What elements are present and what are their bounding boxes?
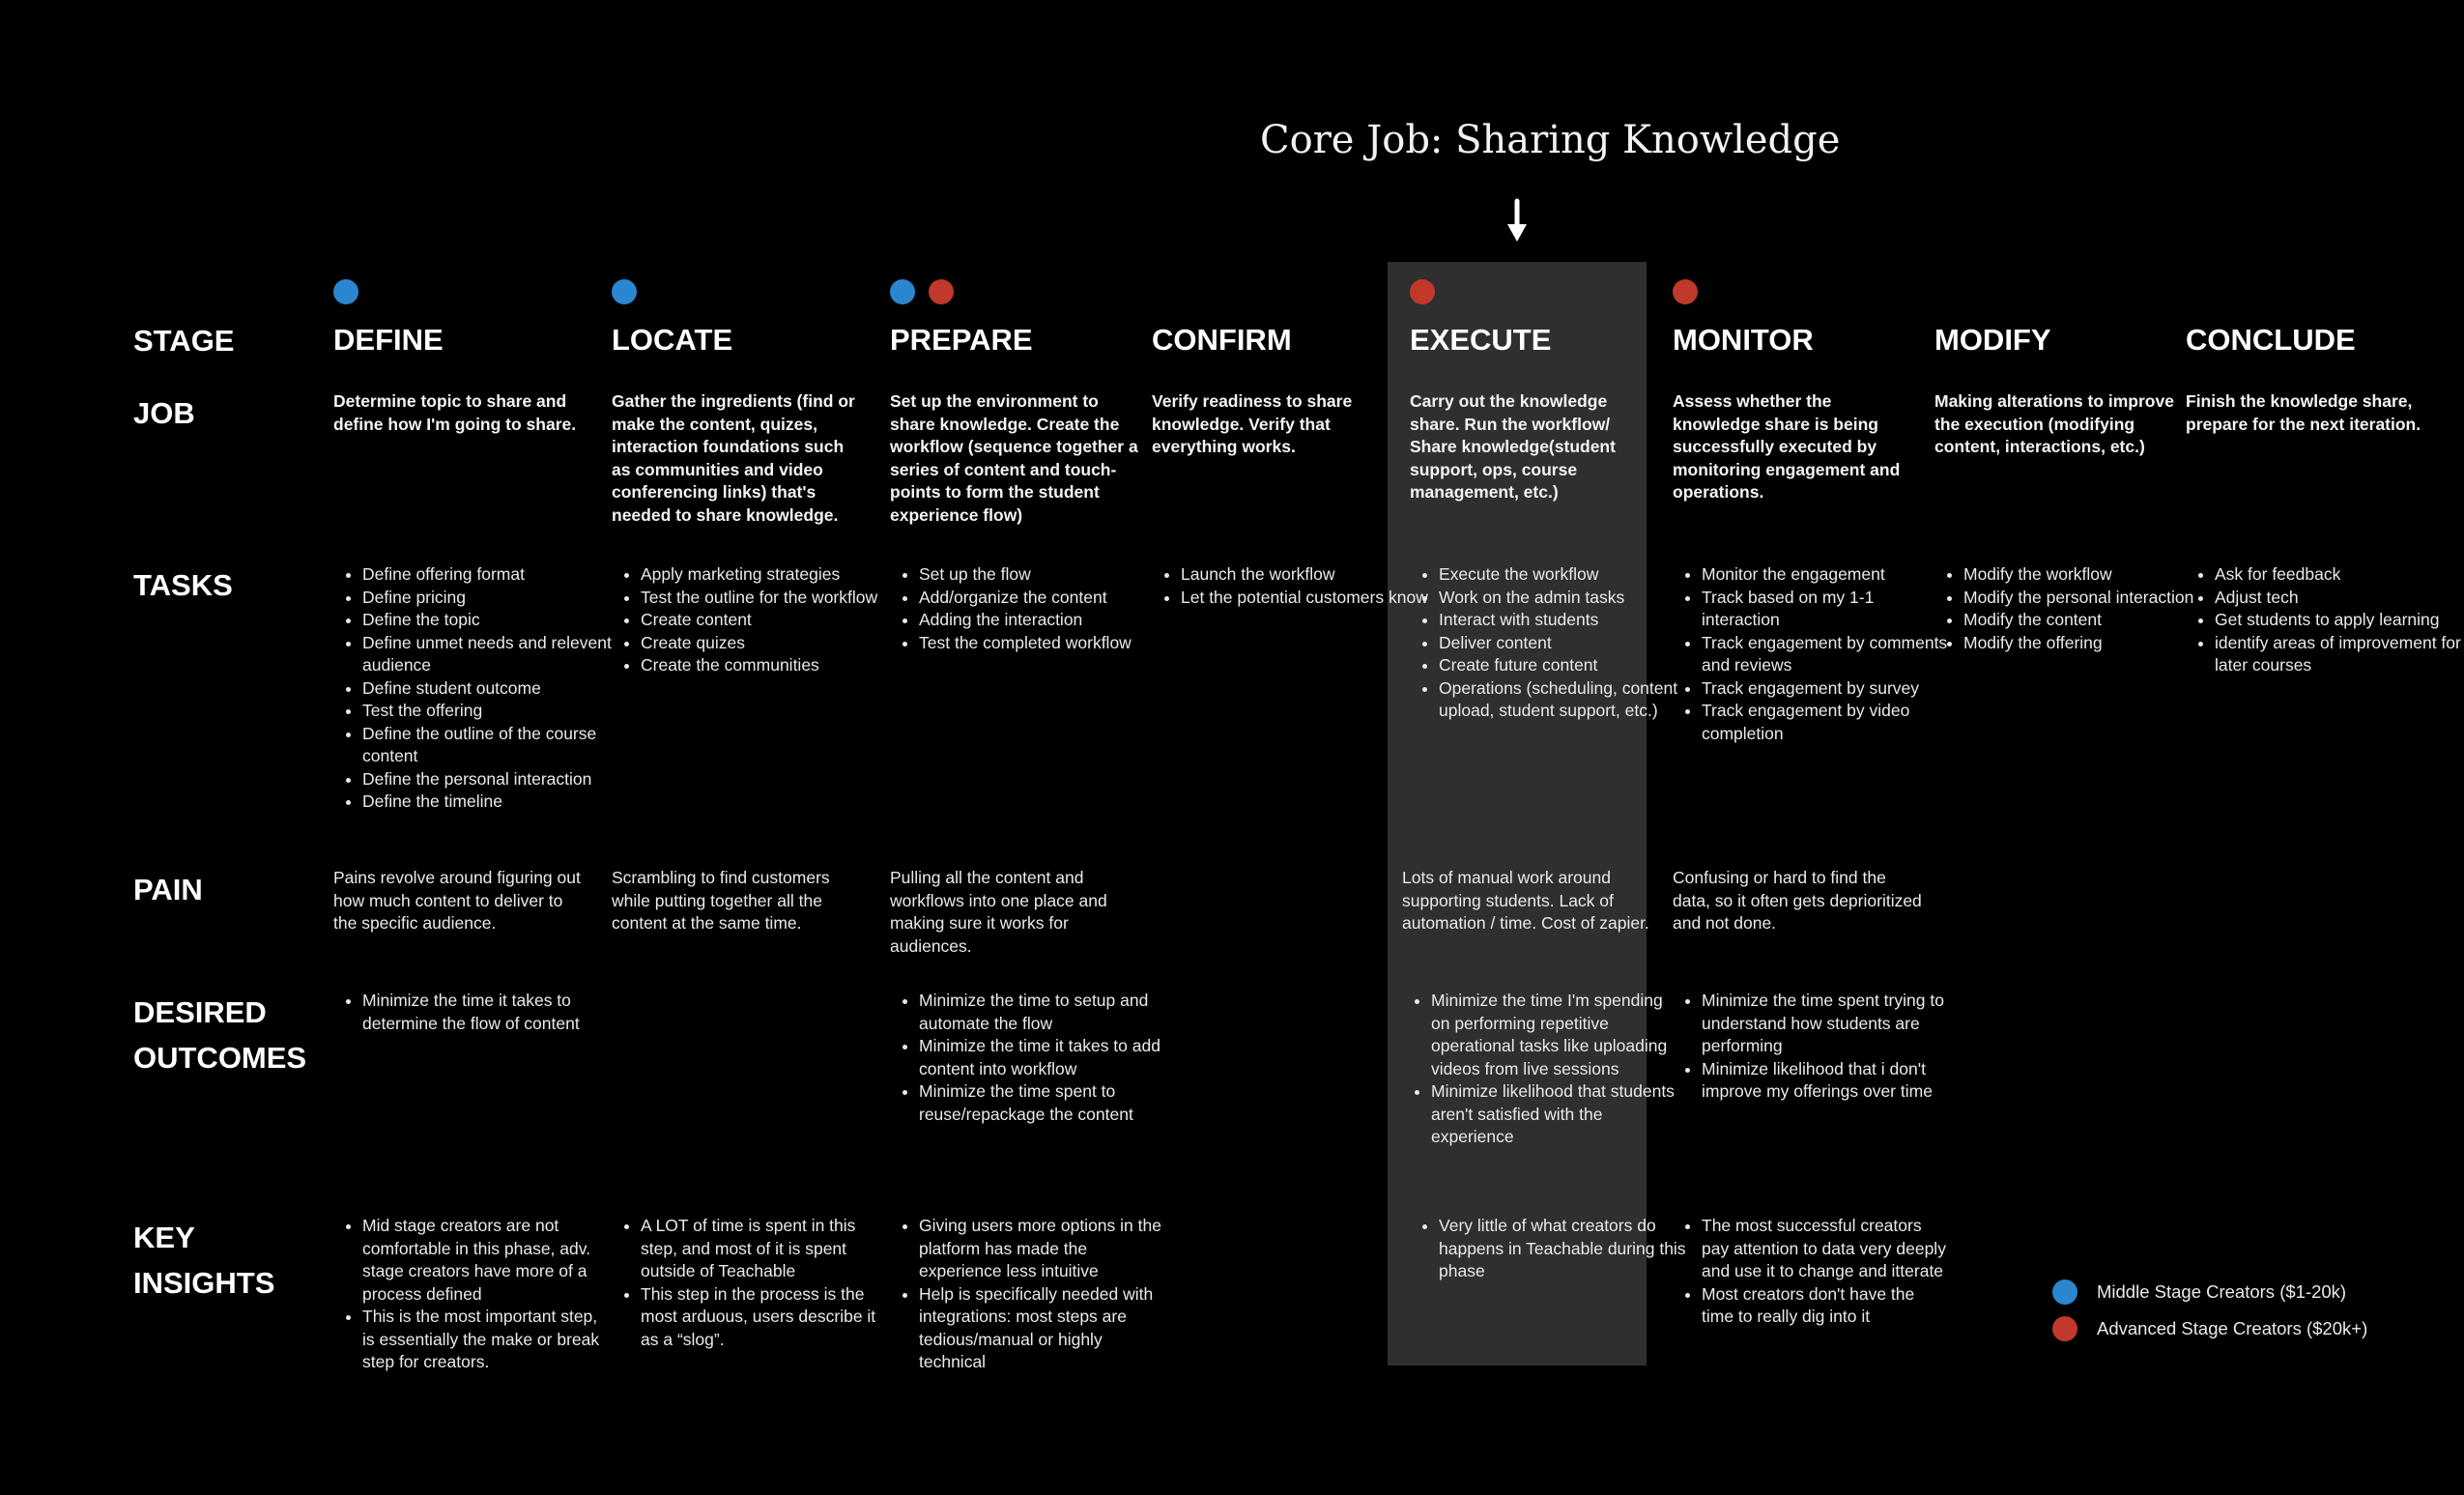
- red-dot-icon: [2052, 1316, 2077, 1341]
- tasks-modify-item: • Modify the personal interaction: [1963, 587, 2213, 610]
- tasks-conclude-item: • Ask for feedback: [2215, 563, 2464, 587]
- insights-locate: [614, 1215, 890, 1351]
- tasks-prepare-item: • Adding the interaction: [919, 609, 1168, 632]
- insights-define-item: • This is the most important step, is essentially the make or break step for creators.: [362, 1306, 612, 1374]
- stage-title-define: DEFINE: [333, 323, 444, 357]
- insights-monitor-item: • The most successful creators pay attention to data very deeply and use it to change and itterate: [1702, 1215, 1951, 1283]
- tasks-execute-item: • Execute the workflow: [1439, 563, 1688, 587]
- tasks-conclude-item: • identify areas of improvement for later courses: [2215, 632, 2464, 677]
- tasks-define-item: • Define unmet needs and relevent audience: [362, 632, 612, 677]
- desired-define-item: • Minimize the time it takes to determine the flow of content: [362, 990, 606, 1035]
- tasks-locate-item: • Test the outline for the workflow: [641, 587, 890, 610]
- tasks-define: [335, 563, 612, 814]
- stage-title-modify: MODIFY: [1934, 323, 2051, 357]
- tasks-monitor-item: • Track engagement by video completion: [1702, 700, 1951, 745]
- desired-monitor: [1675, 990, 1945, 1104]
- insights-prepare-item: • Help is specifically needed with integrations: most steps are tedious/manual or highly technical: [919, 1283, 1168, 1374]
- desired-prepare-item: • Minimize the time to setup and automate the flow: [919, 990, 1162, 1035]
- legend-item-middle: Middle Stage Creators ($1-20k): [2052, 1274, 2367, 1310]
- red-dot-icon: [929, 279, 954, 304]
- desired-define: [335, 990, 606, 1035]
- tasks-modify: [1936, 563, 2213, 654]
- stage-title-conclude: CONCLUDE: [2186, 323, 2356, 357]
- tasks-modify-item: • Modify the offering: [1963, 632, 2213, 655]
- insights-execute: [1412, 1215, 1688, 1283]
- tasks-monitor-item: • Track based on my 1-1 interaction: [1702, 587, 1951, 632]
- desired-monitor-item: • Minimize the time spent trying to understand how students are performing: [1702, 990, 1945, 1058]
- red-dot-icon: [1673, 279, 1698, 304]
- blue-dot-icon: [2052, 1279, 2077, 1305]
- row-label-stage: STAGE: [133, 324, 235, 358]
- tasks-define-item: • Define the personal interaction: [362, 768, 612, 791]
- stage-title-execute: EXECUTE: [1410, 323, 1552, 357]
- tasks-locate-item: • Create quizes: [641, 632, 890, 655]
- tasks-execute: [1412, 563, 1688, 723]
- stage-title-prepare: PREPARE: [890, 323, 1033, 357]
- stage-execute-dots: [1410, 279, 1435, 306]
- job-modify: Making alterations to improve the execution (modifying content, interactions, etc.): [1934, 391, 2174, 456]
- stage-locate-dots: [612, 279, 637, 306]
- desired-execute-item: • Minimize the time I'm spending on performing repetitive operational tasks like uploading videos from live sessions: [1431, 990, 1675, 1080]
- tasks-monitor-item: • Track engagement by survey: [1702, 677, 1951, 701]
- tasks-locate: [614, 563, 890, 677]
- tasks-execute-item: • Create future content: [1439, 654, 1688, 677]
- tasks-prepare-item: • Test the completed workflow: [919, 632, 1168, 655]
- blue-dot-icon: [612, 279, 637, 304]
- blue-dot-icon: [333, 279, 358, 304]
- insights-execute-item: • Very little of what creators do happens in Teachable during this phase: [1439, 1215, 1688, 1283]
- tasks-prepare: [892, 563, 1168, 654]
- tasks-define-item: • Define student outcome: [362, 677, 612, 701]
- red-dot-icon: [1410, 279, 1435, 304]
- row-label-key-insights: KEY INSIGHTS: [133, 1221, 275, 1300]
- desired-prepare-item: • Minimize the time spent to reuse/repackage the content: [919, 1080, 1162, 1126]
- pain-locate: Scrambling to find customers while putting together all the content at the same time.: [612, 868, 830, 933]
- stage-title-monitor: MONITOR: [1673, 323, 1814, 357]
- desired-monitor-item: • Minimize likelihood that i don't improve my offerings over time: [1702, 1058, 1945, 1104]
- row-label-job: JOB: [133, 396, 195, 430]
- tasks-modify-item: • Modify the content: [1963, 609, 2213, 632]
- tasks-define-item: • Define offering format: [362, 563, 612, 587]
- tasks-execute-item: • Work on the admin tasks: [1439, 587, 1688, 610]
- stage-define-dots: [333, 279, 358, 306]
- tasks-conclude-item: • Get students to apply learning: [2215, 609, 2464, 632]
- tasks-conclude-item: • Adjust tech: [2215, 587, 2464, 610]
- legend: [2052, 1274, 2367, 1347]
- pain-monitor: Confusing or hard to find the data, so it often gets deprioritized and not done.: [1673, 868, 1922, 933]
- tasks-conclude: [2188, 563, 2464, 677]
- desired-execute-item: • Minimize likelihood that students aren't satisfied with the experience: [1431, 1080, 1675, 1149]
- job-prepare: Set up the environment to share knowledge. Create the workflow (sequence together a series of content and touch-points to form the student experience flow): [890, 391, 1138, 525]
- tasks-monitor-item: • Monitor the engagement: [1702, 563, 1951, 587]
- job-conclude: Finish the knowledge share, prepare for the next iteration.: [2186, 391, 2421, 434]
- tasks-monitor: [1675, 563, 1951, 745]
- legend-item-advanced: Advanced Stage Creators ($20k+): [2052, 1310, 2367, 1347]
- insights-monitor: [1675, 1215, 1951, 1329]
- desired-execute: [1404, 990, 1675, 1149]
- insights-prepare: [892, 1215, 1168, 1374]
- pain-prepare: Pulling all the content and workflows into one place and making sure it works for audiences.: [890, 868, 1107, 956]
- stage-prepare-dots: [890, 279, 954, 306]
- tasks-execute-item: • Deliver content: [1439, 632, 1688, 655]
- tasks-define-item: • Define the topic: [362, 609, 612, 632]
- tasks-confirm-item: • Let the potential customers know: [1181, 587, 1430, 610]
- pain-define: Pains revolve around figuring out how much content to deliver to the specific audience.: [333, 868, 581, 933]
- tasks-modify-item: • Modify the workflow: [1963, 563, 2213, 587]
- tasks-monitor-item: • Track engagement by comments and reviews: [1702, 632, 1951, 677]
- row-label-pain: PAIN: [133, 873, 203, 906]
- arrow-down-icon: [1505, 199, 1529, 244]
- insights-define-item: • Mid stage creators are not comfortable in this phase, adv. stage creators have more of a process defined: [362, 1215, 612, 1306]
- stage-title-locate: LOCATE: [612, 323, 733, 357]
- insights-define: [335, 1215, 612, 1374]
- job-confirm: Verify readiness to share knowledge. Verify that everything works.: [1152, 391, 1353, 456]
- tasks-prepare-item: • Add/organize the content: [919, 587, 1168, 610]
- tasks-locate-item: • Apply marketing strategies: [641, 563, 890, 587]
- tasks-locate-item: • Create the communities: [641, 654, 890, 677]
- tasks-prepare-item: • Set up the flow: [919, 563, 1168, 587]
- insights-monitor-item: • Most creators don't have the time to really dig into it: [1702, 1283, 1951, 1329]
- tasks-define-item: • Define the timeline: [362, 791, 612, 814]
- page-title: Core Job: Sharing Knowledge: [1260, 118, 1841, 162]
- row-label-desired-outcomes: DESIRED OUTCOMES: [133, 995, 307, 1075]
- tasks-execute-item: • Interact with students: [1439, 609, 1688, 632]
- job-monitor: Assess whether the knowledge share is being successfully executed by monitoring engagement and operations.: [1673, 391, 1901, 502]
- insights-prepare-item: • Giving users more options in the platform has made the experience less intuitive: [919, 1215, 1168, 1283]
- insights-locate-item: • A LOT of time is spent in this step, and most of it is spent outside of Teachable: [641, 1215, 890, 1283]
- tasks-execute-item: • Operations (scheduling, content upload, student support, etc.): [1439, 677, 1688, 723]
- row-label-tasks: TASKS: [133, 568, 233, 602]
- stage-title-confirm: CONFIRM: [1152, 323, 1292, 357]
- tasks-confirm: [1154, 563, 1430, 609]
- job-locate: Gather the ingredients (find or make the content, quizes, interaction foundations such as communities and video conferencing links) that's needed to share knowledge.: [612, 391, 855, 525]
- tasks-locate-item: • Create content: [641, 609, 890, 632]
- insights-locate-item: • This step in the process is the most arduous, users describe it as a “slog”.: [641, 1283, 890, 1352]
- tasks-confirm-item: • Launch the workflow: [1181, 563, 1430, 587]
- desired-prepare: [892, 990, 1162, 1126]
- pain-execute: Lots of manual work around supporting students. Lack of automation / time. Cost of zapier.: [1402, 868, 1649, 933]
- tasks-define-item: • Define pricing: [362, 587, 612, 610]
- tasks-define-item: • Define the outline of the course content: [362, 723, 612, 768]
- desired-prepare-item: • Minimize the time it takes to add content into workflow: [919, 1035, 1162, 1080]
- stage-monitor-dots: [1673, 279, 1698, 306]
- tasks-define-item: • Test the offering: [362, 700, 612, 723]
- blue-dot-icon: [890, 279, 915, 304]
- job-define: Determine topic to share and define how I'm going to share.: [333, 391, 577, 434]
- job-execute: Carry out the knowledge share. Run the workflow/ Share knowledge(student support, ops, course management, etc.): [1410, 391, 1616, 502]
